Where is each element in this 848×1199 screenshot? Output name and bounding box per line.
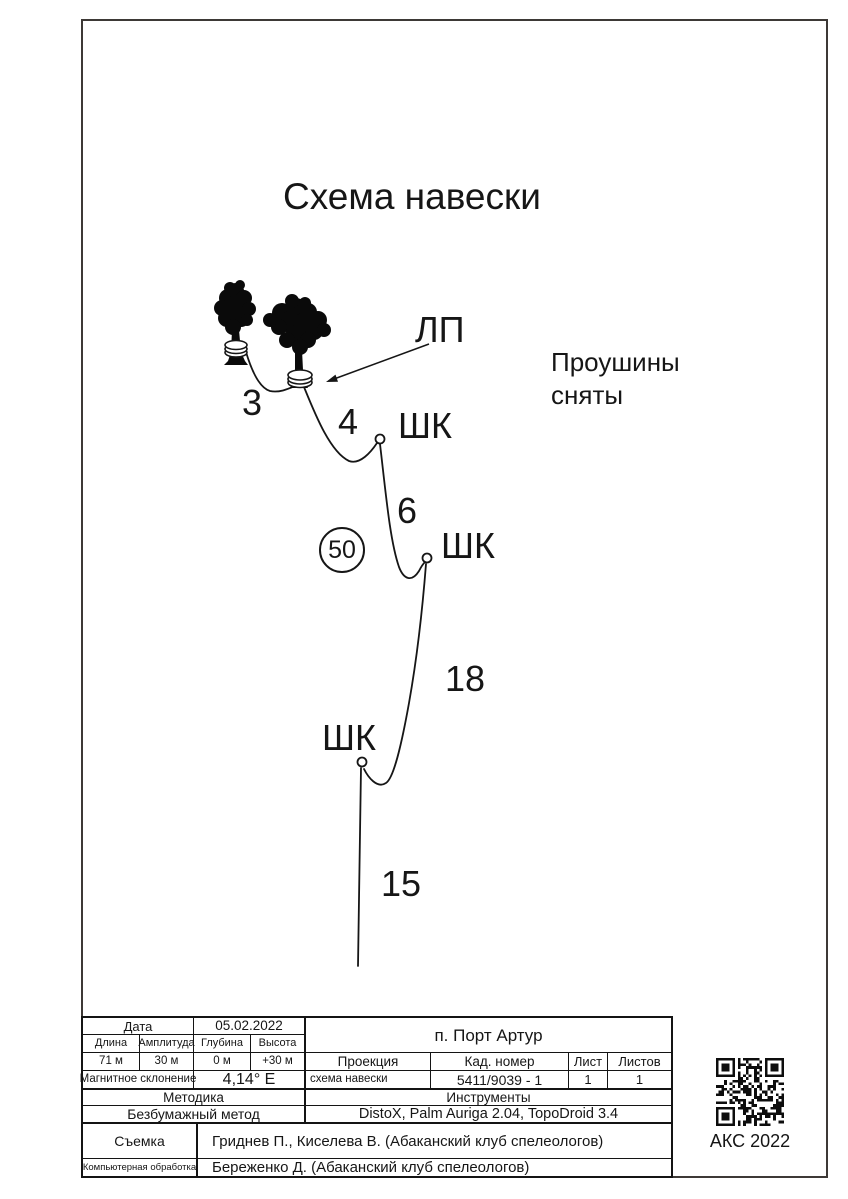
projection-label: Проекция xyxy=(304,1052,430,1070)
date-value: 05.02.2022 xyxy=(193,1018,304,1034)
tree-icon xyxy=(214,280,256,365)
tree-sling-icon xyxy=(225,341,247,358)
rope-length-6: 6 xyxy=(397,490,418,531)
cave-name: п. Порт Артур xyxy=(304,1018,671,1052)
depth-value: 0 м xyxy=(193,1052,250,1070)
projection-value: схема навески xyxy=(304,1070,430,1088)
anchor-label-3: ШК xyxy=(322,717,376,758)
amplitude-value: 30 м xyxy=(139,1052,193,1070)
sheet-label: Лист xyxy=(568,1052,607,1070)
anchor-point-icon xyxy=(358,758,367,767)
tree-sling-icon xyxy=(288,370,312,388)
lp-arrow xyxy=(326,344,429,382)
rope-length-3: 3 xyxy=(242,382,263,423)
lp-label: ЛП xyxy=(415,309,465,350)
depth-mark-value: 50 xyxy=(328,535,356,564)
anchor-point-icon xyxy=(376,435,385,444)
cad-number-label: Кад. номер xyxy=(430,1052,568,1070)
sheet-value: 1 xyxy=(568,1070,607,1088)
page-title: Схема навески xyxy=(283,176,541,217)
magnetic-declination-value: 4,14° E xyxy=(193,1070,304,1088)
height-value: +30 м xyxy=(250,1052,304,1070)
survey-label: Съемка xyxy=(83,1122,196,1158)
instruments-value: DistoX, Palm Auriga 2.04, TopoDroid 3.4 xyxy=(304,1105,671,1122)
stamp-label: АКС 2022 xyxy=(709,1131,791,1151)
cad-number-value: 5411/9039 - 1 xyxy=(430,1070,568,1088)
rope-length-15: 15 xyxy=(381,863,422,904)
length-label: Длина xyxy=(83,1034,139,1052)
title-block-table xyxy=(81,1016,673,1178)
length-value: 71 м xyxy=(83,1052,139,1070)
note-line-1: Проушины xyxy=(551,347,680,377)
rope-length-4: 4 xyxy=(338,401,359,442)
magnetic-declination-label: Магнитное склонение xyxy=(83,1070,193,1088)
sheets-value: 1 xyxy=(607,1070,671,1088)
survey-value: Гриднев П., Киселева В. (Абаканский клуб спелеологов) xyxy=(196,1122,671,1158)
height-label: Высота xyxy=(250,1034,304,1052)
processing-label: Компьютерная обработка xyxy=(83,1158,196,1176)
rope-segment-15 xyxy=(358,768,361,966)
sheets-label: Листов xyxy=(607,1052,671,1070)
processing-value: Береженко Д. (Абаканский клуб спелеологов) xyxy=(196,1158,671,1176)
method-value: Безбумажный метод xyxy=(83,1105,304,1122)
tree-icon xyxy=(263,294,331,388)
rope-length-18: 18 xyxy=(445,658,486,699)
amplitude-label: Амплитуда xyxy=(139,1034,193,1052)
note-slings-removed xyxy=(551,346,680,412)
note-line-2: сняты xyxy=(551,380,624,410)
instruments-label: Инструменты xyxy=(304,1088,671,1105)
date-label: Дата xyxy=(123,1018,153,1034)
qr-code xyxy=(716,1058,784,1126)
depth-label: Глубина xyxy=(193,1034,250,1052)
anchor-label-1: ШК xyxy=(398,405,452,446)
anchor-point-icon xyxy=(423,554,432,563)
method-label: Методика xyxy=(83,1088,304,1105)
anchor-label-2: ШК xyxy=(441,525,495,566)
